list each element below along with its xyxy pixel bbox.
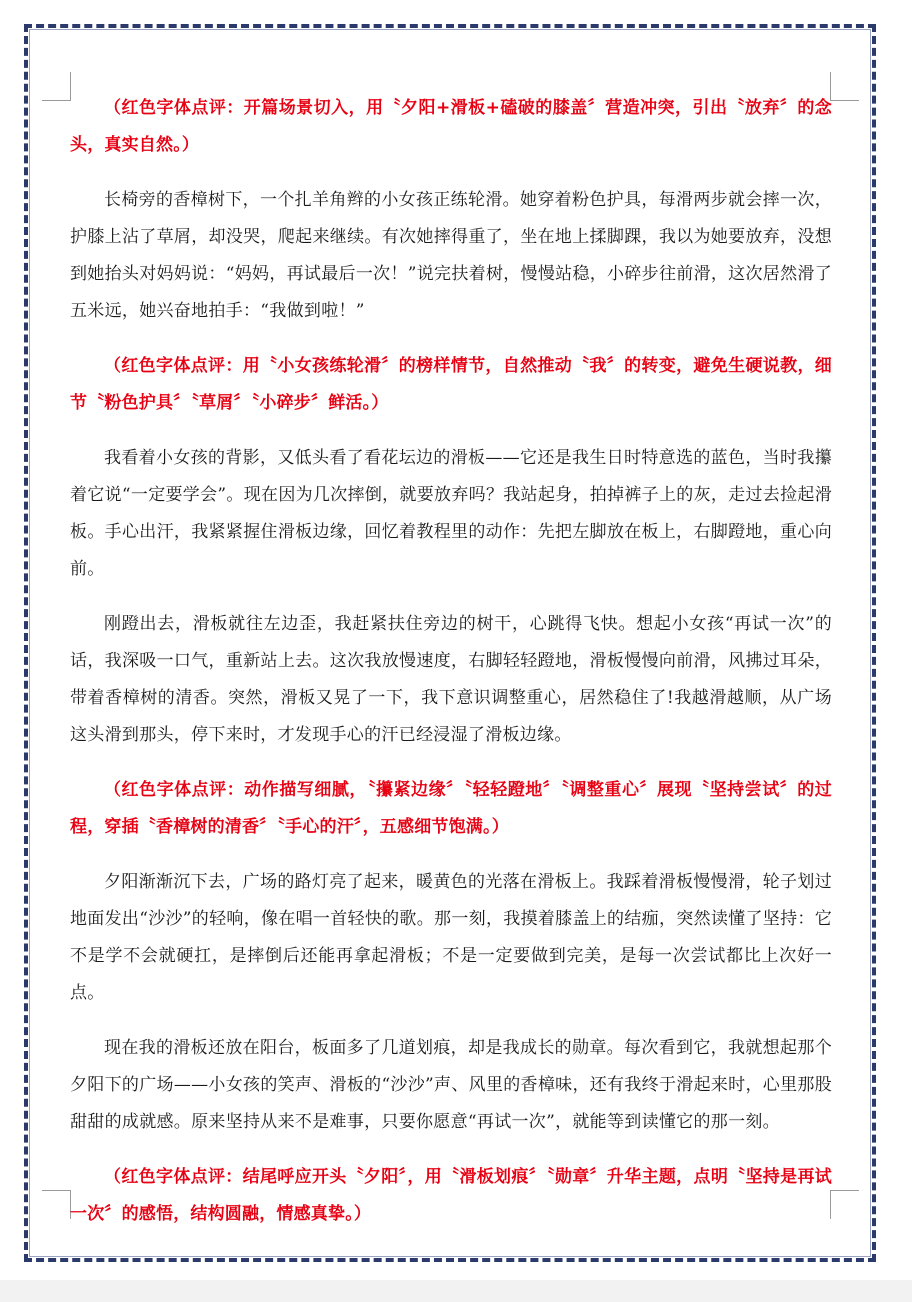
body-paragraph-girl-skating: 长椅旁的香樟树下，一个扎羊角辫的小女孩正练轮滑。她穿着粉色护具，每滑两步就会摔一次，护膝上沾了草屑，却没哭，爬起来继续。有次她摔得重了，坐在地上揉脚踝，我以为她要放弃，没想到她抬头对妈妈说：“妈妈，再试最后一次！”说完扶着树，慢慢站稳，小碎步往前滑，这次居然滑了五米远，她兴奋地拍手：“我做到啦！” [70,190,832,321]
document-body [70,94,832,1251]
body-paragraph-pick-up-board: 我看着小女孩的背影，又低头看了看花坛边的滑板——它还是我生日时特意选的蓝色，当时我攥着它说“一定要学会”。现在因为几次摔倒，就要放弃吗？我站起身，拍掉裤子上的灰，走过去捡起滑板。手心出汗，我紧紧握住滑板边缘，回忆着教程里的动作：先把左脚放在板上，右脚蹬地，重心向前。 [70,448,832,579]
page-bottom-strip [0,1280,912,1302]
comment-paragraph-action-detail: （红色字体点评：动作描写细腻，〝攥紧边缘〞〝轻轻蹬地〞〝调整重心〞展现〝坚持尝试〞的过程，穿插〝香樟树的清香〞〝手心的汗〞，五感细节饱满。） [70,780,832,837]
body-paragraph-first-ride: 刚蹬出去，滑板就往左边歪，我赶紧扶住旁边的树干，心跳得飞快。想起小女孩“再试一次”的话，我深吸一口气，重新站上去。这次我放慢速度，右脚轻轻蹬地，滑板慢慢向前滑，风拂过耳朵，带着香樟树的清香。突然，滑板又晃了一下，我下意识调整重心，居然稳住了!我越滑越顺，从广场这头滑到那头，停下来时，才发现手心的汗已经浸湿了滑板边缘。 [70,614,832,745]
corner-mark-top-right [830,72,859,101]
corner-mark-bottom-left [42,1190,71,1219]
body-paragraph-sunset: 夕阳渐渐沉下去，广场的路灯亮了起来，暖黄色的光落在滑板上。我踩着滑板慢慢滑，轮子划过地面发出“沙沙”的轻响，像在唱一首轻快的歌。那一刻，我摸着膝盖上的结痂，突然读懂了坚持：它不是学不会就硬扛，是摔倒后还能再拿起滑板；不是一定要做到完美，是每一次尝试都比上次好一点。 [70,872,832,1003]
comment-paragraph-role-model: （红色字体点评：用〝小女孩练轮滑〞的榜样情节，自然推动〝我〞的转变，避免生硬说教，细节〝粉色护具〞〝草屑〞〝小碎步〞鲜活。） [70,356,832,413]
comment-paragraph-ending: （红色字体点评：结尾呼应开头〝夕阳〞，用〝滑板划痕〞〝勋章〞升华主题，点明〝坚持是再试一次〞的感悟，结构圆融，情感真挚。） [70,1167,832,1224]
body-paragraph-conclusion: 现在我的滑板还放在阳台，板面多了几道划痕，却是我成长的勋章。每次看到它，我就想起那个夕阳下的广场——小女孩的笑声、滑板的“沙沙”声、风里的香樟味，还有我终于滑起来时，心里那股甜甜的成就感。原来坚持从来不是难事，只要你愿意“再试一次”，就能等到读懂它的那一刻。 [70,1038,832,1132]
corner-mark-top-left [42,72,71,101]
comment-paragraph-opening: （红色字体点评：开篇场景切入，用〝夕阳+滑板+磕破的膝盖〞营造冲突，引出〝放弃〞的念头，真实自然。） [70,98,832,155]
corner-mark-bottom-right [830,1190,859,1219]
